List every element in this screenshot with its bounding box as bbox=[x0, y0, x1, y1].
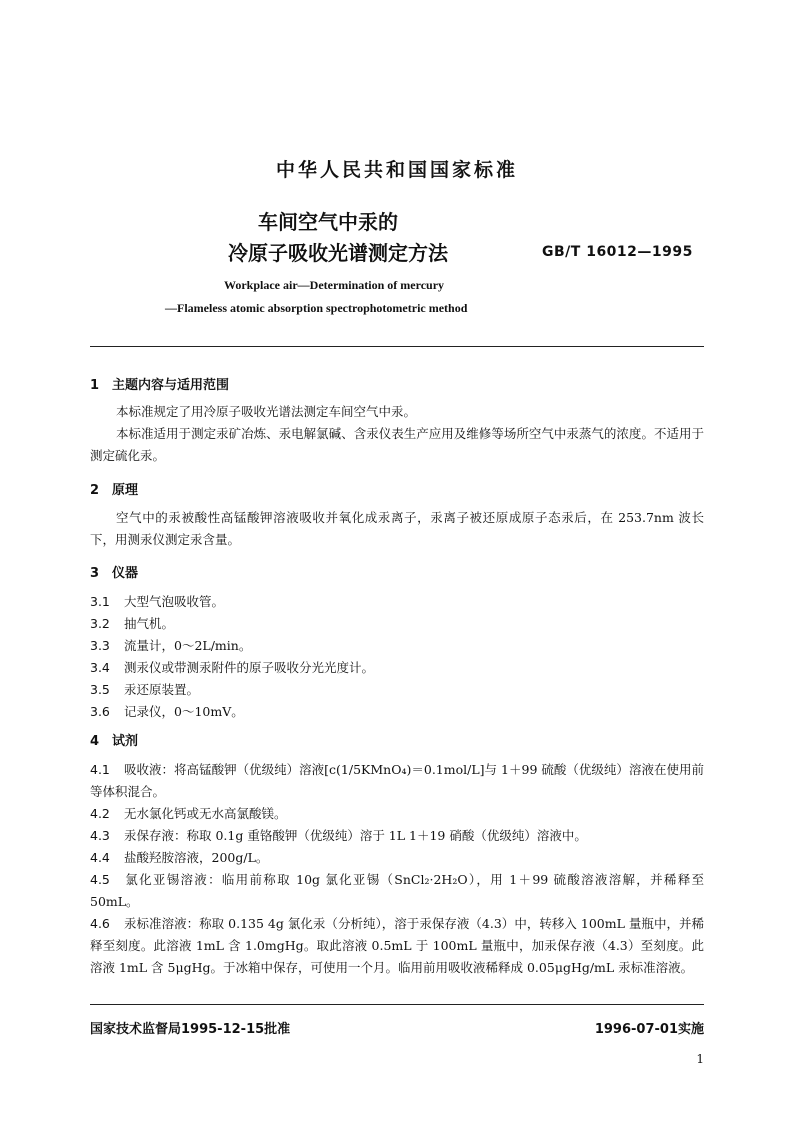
item-number: 3.4 bbox=[90, 660, 110, 675]
english-title-line2: —Flameless atomic absorption spectrophotometric method bbox=[165, 301, 468, 315]
item-text: 记录仪，0～10mV。 bbox=[124, 704, 244, 719]
item-text: 流量计，0～2L/min。 bbox=[124, 638, 252, 653]
section-title: 仪器 bbox=[112, 566, 139, 581]
header-divider bbox=[90, 346, 704, 347]
item-text: 汞还原装置。 bbox=[124, 682, 200, 697]
page-number: 1 bbox=[696, 1052, 704, 1066]
list-item bbox=[90, 657, 704, 679]
item-text: 抽气机。 bbox=[124, 616, 175, 631]
list-item bbox=[90, 825, 704, 847]
list-item bbox=[90, 613, 704, 635]
footer-divider bbox=[90, 1004, 704, 1005]
section-1-body bbox=[90, 401, 704, 467]
item-number: 4.3 bbox=[90, 828, 110, 843]
section-title: 原理 bbox=[112, 483, 139, 498]
list-item bbox=[90, 869, 704, 913]
section-number: 3 bbox=[90, 566, 100, 581]
item-number: 3.2 bbox=[90, 616, 110, 631]
national-standard-header: 中华人民共和国国家标准 bbox=[275, 159, 518, 181]
document-title-line1: 车间空气中汞的 bbox=[258, 210, 398, 234]
item-text: 汞保存液：称取 0.1g 重铬酸钾（优级纯）溶于 1L 1＋19 硝酸（优级纯）溶液中。 bbox=[124, 828, 587, 843]
english-title-line1: Workplace air—Determination of mercury bbox=[224, 278, 445, 292]
item-text: 汞标准溶液：称取 0.135 4g 氯化汞（分析纯），溶于汞保存液（4.3）中，转移入 100mL 量瓶中，并稀释至刻度。此溶液 1mL 含 1.0mgHg。取此溶液 0.5mL 于 100mL 量瓶中，加汞保存液（4.3）至刻度。此溶液 1mL 含 5μgHg。于冰箱中保存，可使用一个月。临用前用吸收液稀释成 0.05μgHg/mL 汞标准溶液。 bbox=[90, 916, 704, 975]
item-text: 吸收液：将高锰酸钾（优级纯）溶液[c(1/5KMnO₄)＝0.1mol/L]与 1＋99 硫酸（优级纯）溶液在使用前等体积混合。 bbox=[90, 762, 704, 799]
item-number: 4.6 bbox=[90, 916, 110, 931]
item-text: 无水氯化钙或无水高氯酸镁。 bbox=[124, 806, 287, 821]
implementation-date: 1996-07-01实施 bbox=[594, 1022, 704, 1037]
section-2-body bbox=[90, 507, 704, 551]
list-item bbox=[90, 847, 704, 869]
paragraph: 本标准适用于测定汞矿冶炼、汞电解氯碱、含汞仪表生产应用及维修等场所空气中汞蒸气的浓度。不适用于测定硫化汞。 bbox=[90, 426, 704, 463]
item-number: 4.1 bbox=[90, 762, 110, 777]
document-title-line2: 冷原子吸收光谱测定方法 bbox=[228, 241, 448, 265]
approval-note: 国家技术监督局1995-12-15批准 bbox=[90, 1022, 291, 1037]
item-number: 3.6 bbox=[90, 704, 110, 719]
standard-number: GB/T 16012—1995 bbox=[542, 244, 693, 260]
list-item bbox=[90, 913, 704, 979]
list-item bbox=[90, 635, 704, 657]
item-number: 3.5 bbox=[90, 682, 110, 697]
section-title: 试剂 bbox=[112, 734, 139, 749]
section-1-heading bbox=[90, 374, 229, 393]
list-item bbox=[90, 701, 704, 723]
paragraph: 空气中的汞被酸性高锰酸钾溶液吸收并氧化成汞离子，汞离子被还原成原子态汞后，在 253.7nm 波长下，用测汞仪测定汞含量。 bbox=[90, 510, 704, 547]
item-number: 3.3 bbox=[90, 638, 110, 653]
section-4-heading bbox=[90, 730, 138, 749]
list-item bbox=[90, 759, 704, 803]
item-text: 大型气泡吸收管。 bbox=[124, 594, 225, 609]
list-item bbox=[90, 803, 704, 825]
item-number: 3.1 bbox=[90, 594, 110, 609]
item-text: 氯化亚锡溶液：临用前称取 10g 氯化亚锡（SnCl₂·2H₂O），用 1＋99 硫酸溶液溶解，并稀释至 50mL。 bbox=[90, 872, 704, 909]
item-number: 4.4 bbox=[90, 850, 110, 865]
section-2-heading bbox=[90, 479, 138, 498]
section-number: 2 bbox=[90, 483, 100, 498]
list-item bbox=[90, 591, 704, 613]
item-number: 4.5 bbox=[90, 872, 110, 887]
section-title: 主题内容与适用范围 bbox=[112, 378, 230, 393]
paragraph: 本标准规定了用冷原子吸收光谱法测定车间空气中汞。 bbox=[116, 404, 417, 419]
item-text: 盐酸羟胺溶液，200g/L。 bbox=[124, 850, 269, 865]
item-text: 测汞仪或带测汞附件的原子吸收分光光度计。 bbox=[124, 660, 375, 675]
section-3-heading bbox=[90, 562, 138, 581]
section-number: 4 bbox=[90, 734, 100, 749]
section-number: 1 bbox=[90, 378, 100, 393]
item-number: 4.2 bbox=[90, 806, 110, 821]
list-item bbox=[90, 679, 704, 701]
